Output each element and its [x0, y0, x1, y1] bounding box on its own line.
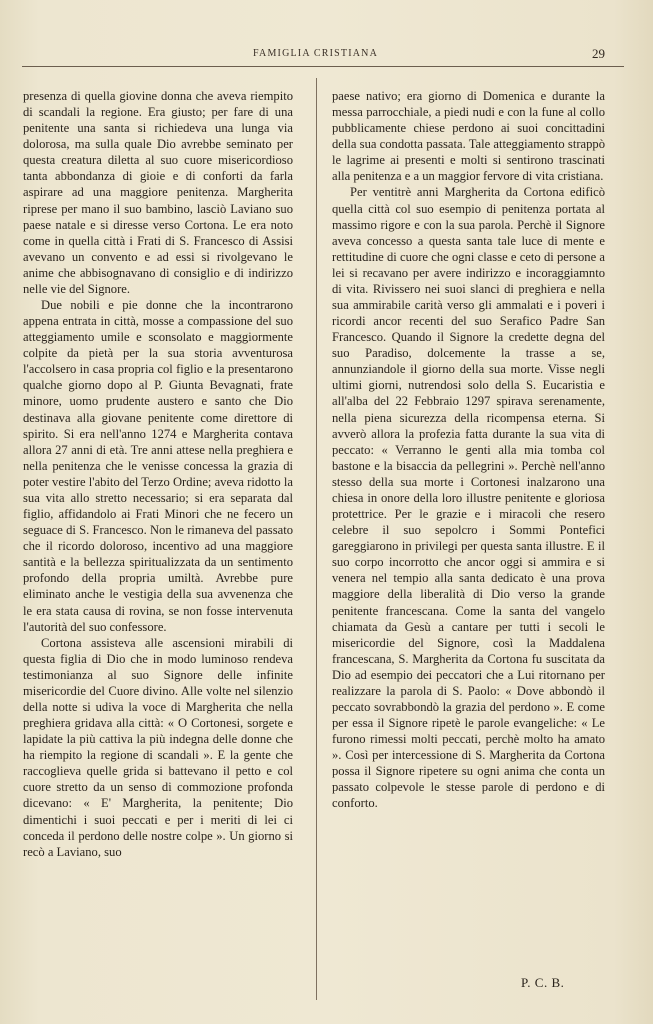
paragraph: presenza di quella giovine donna che aveva riempito di scandali la regione. Era giusto; per fare di una penitente una santa si richiedeva una lunga via dolorosa, ma sulla quale Dio avrebbe seminato per questa creatura diletta al suo cuore misericordioso tanta abbondanza di gioie e di conforti da farla aspirare ad una maggiore penitenza. Margherita riprese per mano il suo bambino, lasciò Laviano suo paese natale e si diresse verso Cortona. Le era noto come in quella città i Frati di S. Francesco di Assisi avevano un convento e ad essi si rivolgevano le anime che abbisognavano di consiglio e di indirizzo nelle vie del Signore.: [23, 89, 293, 296]
paragraph: paese nativo; era giorno di Domenica e durante la messa parrocchiale, a piedi nudi e con la fune al collo pubblicamente chiese perdono ai suoi concittadini della sua condotta passata. Tale atteggiamento strappò le lagrime ai presenti e molti si sentirono trascinati alla penitenza e a un maggior fervore di vita cristiana.: [332, 89, 605, 184]
paragraph: Due nobili e pie donne che la incontrarono appena entrata in città, mosse a compassione del suo atteggiamento umile e sconsolato e maggiormente colpite da pietà per la sua storia avventurosa l'accolsero in casa propria col figlio e la presentarono qualche giorno dopo al P. Giunta Bevagnati, frate minore, uomo prudente austero e santo che Dio destinava alla giovane penitente come direttore di spirito. Si era nell'anno 1274 e Margherita contava allora 27 anni di età. Tre anni attese nella preghiera e nella penitenza che le venisse concessa la grazia di poter vestire l'abito del Terzo Ordine; aveva ridotto la sua vita allo stretto necessario; si era separata dal figlio, affidandolo ai Frati Minori che ne fecero un seguace di S. Francesco. Non le rimaneva del passato che il ricordo doloroso, incentivo ad una maggiore santità e la bellezza spiritualizzata da un sentimento profondo della propria umiltà. Avrebbe pure eliminato anche le vestigia della sua avvenenza che le era stata causa di rovina, se non fosse intervenuta l'autorità del suo confessore.: [23, 298, 293, 634]
paragraph: Cortona assisteva alle ascensioni mirabili di questa figlia di Dio che in modo luminoso rendeva testimonianza al suo Signore delle infinite misericordie del Cuore divino. Alle volte nel silenzio della notte si udiva la voce di Margherita che nella preghiera gridava alla città: « O Cortonesi, sorgete e lapidate la più cattiva la più indegna delle donne che ha riempito la regione di scandali ». E la gente che raccoglieva quelle grida si battevano il petto e col cuore stretto da un senso di commozione profonda dicevano: « E' Margherita, la penitente; Dio dimentichi i suoi peccati e per i meriti di lei ci conceda il perdono delle nostre colpe ». Un giorno si recò a Laviano, suo: [23, 635, 293, 859]
paragraph: Per ventitrè anni Margherita da Cortona edificò quella città col suo esempio di penitenza portata al massimo rigore e con la sua parola. Perchè il Signore aveva concesso a questa santa tale luce di mente e rettitudine di cuore che ogni classe e ceto di persone a lei si recavano per avere indirizzo e incoraggiamnto di vita. Rivissero nei suoi slanci di preghiera e nella sua ammirabile carità verso gli ammalati e i poveri i ricordi ancor recenti del suo Serafico Padre San Francesco. Quando il Signore la credette degna del suo Paradiso, dolcemente la trasse a se, annunziandole il giorno della sua morte. Visse negli ultimi giorni, nutrendosi solo della S. Eucaristia e all'alba del 22 Febbraio 1297 spirava serenamente, nella piena sicurezza della ricompensa eterna. Si avverò allora la profezia fatta durante la sua vita di peccato: « Verranno le genti alla mia tomba col bastone e la bisaccia da pellegrini ». Perchè nell'anno stesso della sua morte i Cortonesi inalzarono una chiesa in onore della loro illustre penitente e gloriosa protettrice. Per le grazie e i miracoli che resero celebre il suo sepolcro i Sommi Pontefici gareggiarono in privilegi per questa santa illustre. E il suo corpo incorrotto che ancor oggi si ammira e si venera nel tempio alla santa dedicato è una prova maggiore della liberalità di Dio verso la grande penitente francescana. Come la santa del vangelo chiamata da Gesù a cantare per tutti i secoli le misericordie del Signore, così la Maddalena francescana, S. Margherita da Cortona fu suscitata da Dio ad esempio dei peccatori che a Lui ritornano per realizzare la parola di S. Paolo: « Dove abbondò il peccato sovrabbondò la grazia del perdono ». E come per essa il Signore ripetè le parole evangeliche: « Le furono rimessi molti peccati, perchè molto ha amato ». Così per intercessione di S. Margherita da Cortona possa il Signore ripetere su ogni anima che conta un passato colpevole le stesse parole di perdono e di conforto.: [332, 185, 605, 811]
running-title: FAMIGLIA CRISTIANA: [253, 48, 379, 59]
author-signature: P. C. B.: [521, 975, 565, 990]
page-number: 29: [592, 46, 605, 61]
left-column: [23, 88, 293, 860]
column-divider: [316, 78, 317, 1000]
right-column: [332, 88, 605, 812]
header-rule: [22, 66, 624, 67]
page-header: [0, 46, 653, 66]
